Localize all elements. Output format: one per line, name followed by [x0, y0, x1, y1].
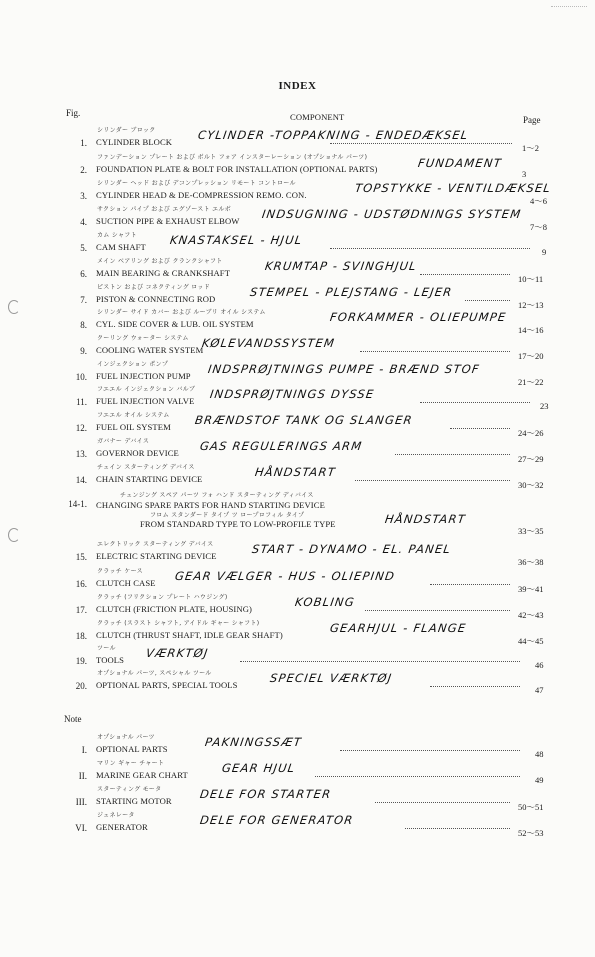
entry-japanese-label: ツール: [97, 645, 116, 652]
entry-handwritten-note: BRÆNDSTOF TANK OG SLANGER: [194, 413, 414, 427]
entry-page: 23: [540, 401, 549, 411]
entry-component-name: FUEL INJECTION PUMP: [96, 371, 191, 381]
entry-number: 6.: [80, 269, 87, 279]
entry-japanese-label: ガバナー デバイス: [97, 438, 150, 445]
note-handwritten: DELE FOR GENERATOR: [199, 813, 355, 827]
leader-dots: [315, 776, 520, 777]
entry-component-name-2: FROM STANDARD TYPE TO LOW-PROFILE TYPE: [140, 519, 336, 529]
entry-number: 7.: [80, 295, 87, 305]
entry-japanese-label: オプショナル パーツ, スペシャル ツール: [97, 670, 212, 677]
entry-japanese-label: クラッチ ケース: [97, 568, 143, 575]
entry-component-name: FOUNDATION PLATE & BOLT FOR INSTALLATION (OPTIONAL PARTS): [96, 164, 378, 174]
entry-number: 19.: [75, 656, 87, 666]
entry-number: 14-1.: [68, 499, 87, 509]
entry-component-name: CYLINDER HEAD & DE-COMPRESSION REMO. CON.: [96, 190, 307, 200]
entry-number: 14.: [75, 475, 87, 485]
entry-component-name: CHAIN STARTING DEVICE: [96, 474, 203, 484]
entry-handwritten-note: HÅNDSTART: [254, 465, 337, 479]
entry-page: 7～8: [530, 222, 548, 232]
note-entry: [0, 758, 595, 784]
index-entry: [0, 230, 595, 256]
entry-component-name: FUEL INJECTION VALVE: [96, 396, 195, 406]
entry-japanese-label: インジェクション ポンプ: [97, 361, 169, 368]
entry-page: 4～6: [530, 196, 548, 206]
entry-japanese-label: シリンダー サイド カバー および ルーブリ オイル システム: [97, 309, 266, 316]
leader-dots: [355, 480, 510, 481]
entry-japanese-label: シリンダー ヘッド および デコンプレッション リモート コントロール: [97, 180, 296, 187]
entry-number: 1.: [80, 138, 87, 148]
entry-page: 30～32: [518, 480, 544, 490]
entry-component-name: ELECTRIC STARTING DEVICE: [96, 551, 217, 561]
entry-japanese-label: カム シャフト: [97, 232, 137, 239]
index-entry: [0, 539, 595, 565]
entry-japanese-label: シリンダー ブロック: [97, 127, 156, 134]
entry-handwritten-note: SPECIEL VÆRKTØJ: [269, 671, 394, 685]
index-entry: [0, 204, 595, 230]
entry-number: 18.: [75, 631, 87, 641]
note-japanese-label: スターティング モータ: [97, 786, 162, 793]
entry-page: 3: [522, 169, 527, 179]
entry-component-name: PISTON & CONNECTING ROD: [96, 294, 216, 304]
entry-number: 2.: [80, 165, 87, 175]
note-name: GENERATOR: [96, 822, 148, 832]
leader-dots: [360, 351, 510, 352]
entry-page: 33～35: [518, 526, 544, 536]
entry-component-name: CYLINDER BLOCK: [96, 137, 173, 147]
index-entry: [0, 410, 595, 436]
index-entry: [0, 436, 595, 462]
entry-component-name: COOLING WATER SYSTEM: [96, 345, 204, 355]
entry-page: 44～45: [518, 636, 544, 646]
note-number: VI.: [75, 823, 87, 833]
index-entry: [0, 618, 595, 644]
index-entry: [0, 566, 595, 592]
note-name: OPTIONAL PARTS: [96, 744, 168, 754]
entry-handwritten-note: TOPSTYKKE - VENTILDÆKSEL: [354, 181, 553, 195]
entry-handwritten-note: FORKAMMER - OLIEPUMPE: [329, 310, 508, 324]
entry-page: 39～41: [518, 584, 544, 594]
entry-number: 17.: [75, 605, 87, 615]
entry-component-name: TOOLS: [96, 655, 125, 665]
entry-handwritten-note: STEMPEL - PLEJSTANG - LEJER: [249, 285, 454, 299]
entry-japanese-label: メイン ベアリング および クランクシャフト: [97, 258, 223, 265]
entry-japanese-label: フエエル インジェクション バルブ: [97, 386, 196, 393]
leader-dots: [430, 686, 520, 687]
index-entry: [0, 668, 595, 694]
leader-dots: [240, 661, 520, 662]
entry-component-name: SUCTION PIPE & EXHAUST ELBOW: [96, 216, 240, 226]
entry-handwritten-note: INDSUGNING - UDSTØDNINGS SYSTEM: [261, 207, 523, 221]
entry-page: 24～26: [518, 428, 544, 438]
leader-dots: [405, 828, 510, 829]
entry-japanese-label: サクション パイプ および エグゾースト エルボ: [97, 206, 231, 213]
entry-number: 15.: [75, 552, 87, 562]
entry-page: 12～13: [518, 300, 544, 310]
entry-component-name: FUEL OIL SYSTEM: [96, 422, 171, 432]
entry-number: 13.: [75, 449, 87, 459]
entry-handwritten-note: INDSPRØJTNINGS PUMPE - BRÆND STOF: [207, 362, 481, 376]
entry-page: 17～20: [518, 351, 544, 361]
leader-dots: [330, 143, 512, 144]
entry-japanese-label: エレクトリック スターティング デバイス: [97, 541, 214, 548]
entry-page: 36～38: [518, 557, 544, 567]
column-header-page: Page: [523, 115, 541, 125]
entry-component-name: CYL. SIDE COVER & LUB. OIL SYSTEM: [96, 319, 254, 329]
note-name: STARTING MOTOR: [96, 796, 172, 806]
entry-number: 9.: [80, 346, 87, 356]
entry-japanese-label: ファンデーション プレート および ボルト フォア インスターレーション (オプショナル パーツ): [97, 154, 368, 161]
entry-page: 1～2: [522, 143, 540, 153]
entry-japanese-label: チェンジング スペア パーツ フォ ハンド スターティング ディバイス: [120, 492, 314, 499]
note-entry: [0, 810, 595, 836]
leader-dots: [395, 454, 510, 455]
note-number: III.: [75, 797, 87, 807]
index-entry: [0, 643, 595, 669]
entry-page: 9: [542, 247, 547, 257]
entry-page: 14～16: [518, 325, 544, 335]
entry-component-name: GOVERNOR DEVICE: [96, 448, 179, 458]
entry-handwritten-note: KRUMTAP - SVINGHJUL: [264, 259, 418, 273]
entry-number: 4.: [80, 217, 87, 227]
note-handwritten: DELE FOR STARTER: [199, 787, 333, 801]
entry-japanese-label: クラッチ (フリクション プレート ハウジング): [97, 594, 228, 601]
entry-japanese-label: クラッチ (スラスト シャフト, アイドル ギャー シャフト): [97, 620, 260, 627]
entry-page: 21～22: [518, 377, 544, 387]
entry-handwritten-note: KNASTAKSEL - HJUL: [169, 233, 304, 247]
entry-page: 27～29: [518, 454, 544, 464]
index-entry: [0, 592, 595, 618]
entry-number: 10.: [75, 372, 87, 382]
note-page: 48: [535, 749, 544, 759]
entry-handwritten-note: GAS REGULERINGS ARM: [199, 439, 364, 453]
entry-handwritten-note: GEAR VÆLGER - HUS - OLIEPIND: [174, 569, 397, 583]
leader-dots: [365, 610, 510, 611]
entry-component-name: CAM SHAFT: [96, 242, 146, 252]
entry-handwritten-note: VÆRKTØJ: [145, 646, 210, 660]
entry-number: 8.: [80, 320, 87, 330]
note-page: 49: [535, 775, 544, 785]
index-entry: [0, 256, 595, 282]
note-name: MARINE GEAR CHART: [96, 770, 188, 780]
index-entry: [0, 125, 595, 151]
index-entry: [0, 462, 595, 488]
note-japanese-label: マリン ギャー チャート: [97, 760, 165, 767]
leader-dots: [450, 428, 510, 429]
entry-japanese-label-2: フロム スタンダード タイプ ツ ロープロフィル タイプ: [150, 512, 305, 519]
index-entry: [0, 384, 595, 410]
entry-component-name: CLUTCH CASE: [96, 578, 156, 588]
leader-dots: [465, 300, 510, 301]
note-japanese-label: ジェネレータ: [97, 812, 135, 819]
entry-japanese-label: フエエル オイル システム: [97, 412, 170, 419]
entry-page: 47: [535, 685, 544, 695]
entry-number: 16.: [75, 579, 87, 589]
entry-handwritten-note: FUNDAMENT: [417, 156, 503, 170]
entry-handwritten-note: INDSPRØJTNINGS DYSSE: [209, 387, 376, 401]
entry-component-name: MAIN BEARING & CRANKSHAFT: [96, 268, 231, 278]
column-header-fig: Fig.: [66, 108, 81, 118]
leader-dots: [430, 584, 510, 585]
entry-handwritten-note: GEARHJUL - FLANGE: [329, 621, 468, 635]
note-entry: [0, 784, 595, 810]
entry-japanese-label: ピストン および コネクティング ロッド: [97, 284, 211, 291]
note-page: 52～53: [518, 828, 544, 838]
leader-dots: [375, 802, 510, 803]
entry-number: 11.: [76, 397, 87, 407]
margin-scribble: [551, 6, 587, 21]
note-page: 50～51: [518, 802, 544, 812]
entry-number: 5.: [80, 243, 87, 253]
index-entry: [0, 152, 595, 178]
index-entry: [0, 282, 595, 308]
entry-component-name: CLUTCH (FRICTION PLATE, HOUSING): [96, 604, 252, 614]
note-number: I.: [81, 745, 87, 755]
leader-dots: [330, 248, 530, 249]
entry-handwritten-note: KØLEVANDSSYSTEM: [201, 336, 337, 350]
note-handwritten: GEAR HJUL: [221, 761, 297, 775]
index-entry: [0, 178, 595, 204]
index-entry-multiline: [0, 490, 595, 538]
entry-handwritten-note: START - DYNAMO - EL. PANEL: [251, 542, 453, 556]
entry-handwritten-note: CYLINDER -TOPPAKNING - ENDEDÆKSEL: [197, 128, 470, 142]
index-entry: [0, 307, 595, 333]
column-header-component: COMPONENT: [290, 112, 345, 122]
note-japanese-label: オプショナル パーツ: [97, 734, 155, 741]
entry-page: 10～11: [518, 274, 544, 284]
entry-handwritten-note: KOBLING: [294, 595, 356, 609]
leader-dots: [420, 274, 510, 275]
entry-number: 3.: [80, 191, 87, 201]
entry-number: 20.: [75, 681, 87, 691]
entry-number: 12.: [75, 423, 87, 433]
entry-japanese-label: クーリング ウォーター システム: [97, 335, 189, 342]
note-number: II.: [78, 771, 87, 781]
note-entry: [0, 732, 595, 758]
entry-page: 46: [535, 660, 544, 670]
entry-component-name: CHANGING SPARE PARTS FOR HAND STARTING DEVICE: [96, 500, 325, 510]
note-handwritten: PAKNINGSSÆT: [204, 735, 303, 749]
page-title: INDEX: [278, 80, 317, 92]
entry-japanese-label: チェイン スターティング デバイス: [97, 464, 195, 471]
index-entry: [0, 359, 595, 385]
note-label: Note: [64, 714, 82, 724]
index-entry: [0, 333, 595, 359]
leader-dots: [420, 402, 530, 403]
entry-component-name: CLUTCH (THRUST SHAFT, IDLE GEAR SHAFT): [96, 630, 283, 640]
entry-component-name: OPTIONAL PARTS, SPECIAL TOOLS: [96, 680, 238, 690]
leader-dots: [340, 750, 520, 751]
entry-handwritten-note: HÅNDSTART: [384, 512, 467, 526]
entry-page: 42～43: [518, 610, 544, 620]
